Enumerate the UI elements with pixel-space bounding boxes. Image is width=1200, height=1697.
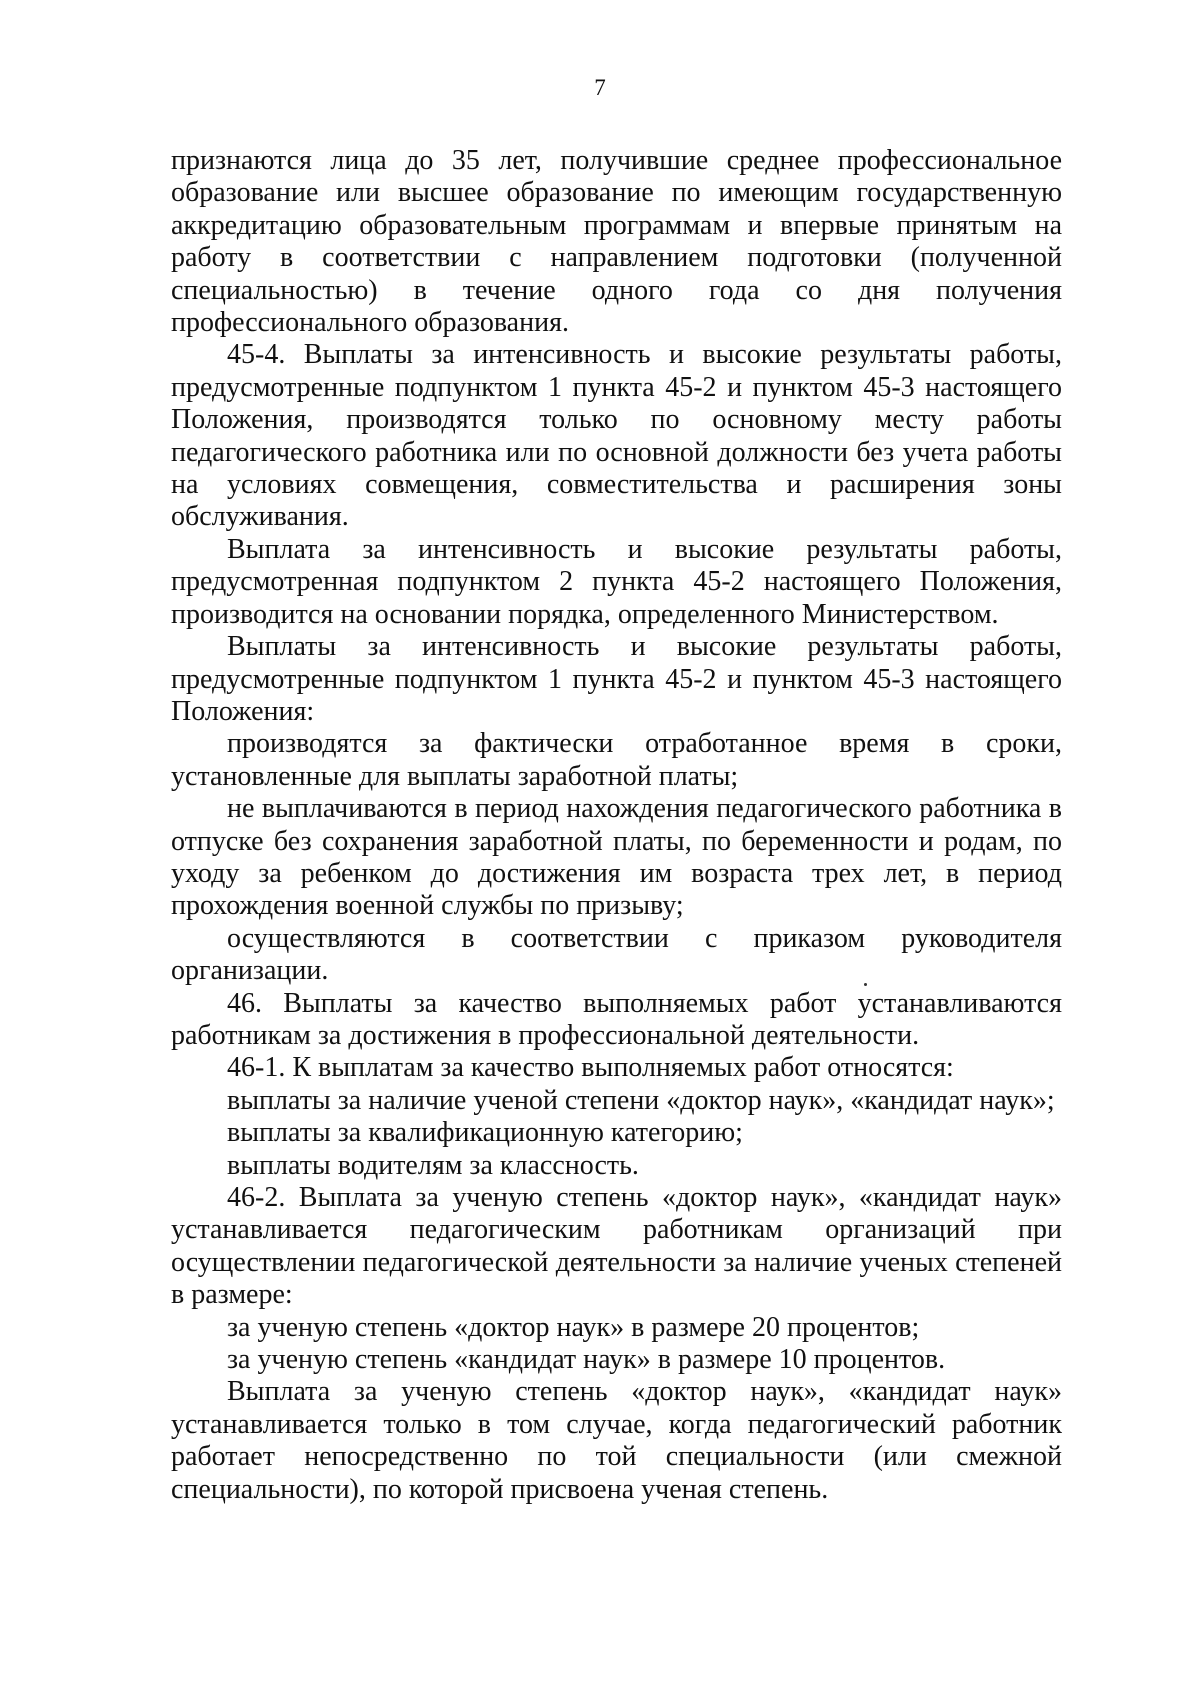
paragraph-intensity-payment-2: Выплата за интенсивность и высокие результаты работы, предусмотренная подпунктом 2 пункта 45-2 настоящего Положения, производится на основании порядка, определенного Министерством. [171, 533, 1062, 630]
paragraph-degree-condition: Выплата за ученую степень «доктор наук», «кандидат наук» устанавливается только в том случае, когда педагогический работник работает непосредственно по той специальности (или смежной специальности), по которой присвоена ученая степень. [171, 1376, 1062, 1505]
paragraph-continuation: признаются лица до 35 лет, получившие среднее профессиональное образование или высшее образование по имеющим государственную аккредитацию образовательным программам и впервые принятым на работу в соответствии с направлением подготовки (полученной специальностью) в течение одного года со дня получения профессионального образования. [171, 145, 1062, 339]
list-item-driver-class-payments: выплаты водителям за классность. [227, 1149, 639, 1181]
paragraph-46-2: 46-2. Выплата за ученую степень «доктор наук», «кандидат наук» устанавливается педагогическим работникам организаций при осуществлении педагогической деятельности за наличие ученых степеней в размере: [171, 1182, 1062, 1311]
paragraph-intensity-payments-list-intro: Выплаты за интенсивность и высокие результаты работы, предусмотренные подпунктом 1 пункта 45-2 и пунктом 45-3 настоящего Положения: [171, 631, 1062, 727]
paragraph-45-4: 45-4. Выплаты за интенсивность и высокие результаты работы, предусмотренные подпунктом 1 пункта 45-2 и пунктом 45-3 настоящего Положения, производятся только по основному месту работы педагогического работника или по основной должности без учета работы на условиях совмещения, совместительства и расширения зоны обслуживания. [171, 339, 1062, 533]
list-item-not-paid: не выплачиваются в период нахождения педагогического работника в отпуске без сохранения заработной платы, по беременности и родам, по уходу за ребенком до достижения им возраста трех лет, в период прохождения военной службы по призыву; [171, 793, 1062, 922]
scan-artifact-dot [864, 983, 867, 986]
list-item-doctor-degree-rate: за ученую степень «доктор наук» в размере 20 процентов; [227, 1311, 920, 1343]
list-item-by-order: осуществляются в соответствии с приказом руководителя организации. [171, 922, 1062, 987]
list-item-category-payments: выплаты за квалификационную категорию; [227, 1117, 743, 1149]
list-item-actual-time: производятся за фактически отработанное время в сроки, установленные для выплаты заработной платы; [171, 728, 1062, 792]
document-body [171, 145, 1062, 1506]
paragraph-46: 46. Выплаты за качество выполняемых работ устанавливаются работникам за достижения в профессиональной деятельности. [171, 987, 1062, 1051]
list-item-candidate-degree-rate: за ученую степень «кандидат наук» в размере 10 процентов. [227, 1344, 946, 1376]
list-item-degree-payments: выплаты за наличие ученой степени «доктор наук», «кандидат наук»; [227, 1084, 1055, 1116]
paragraph-46-1: 46-1. К выплатам за качество выполняемых работ относятся: [227, 1052, 954, 1084]
page-number: 7 [594, 75, 606, 100]
